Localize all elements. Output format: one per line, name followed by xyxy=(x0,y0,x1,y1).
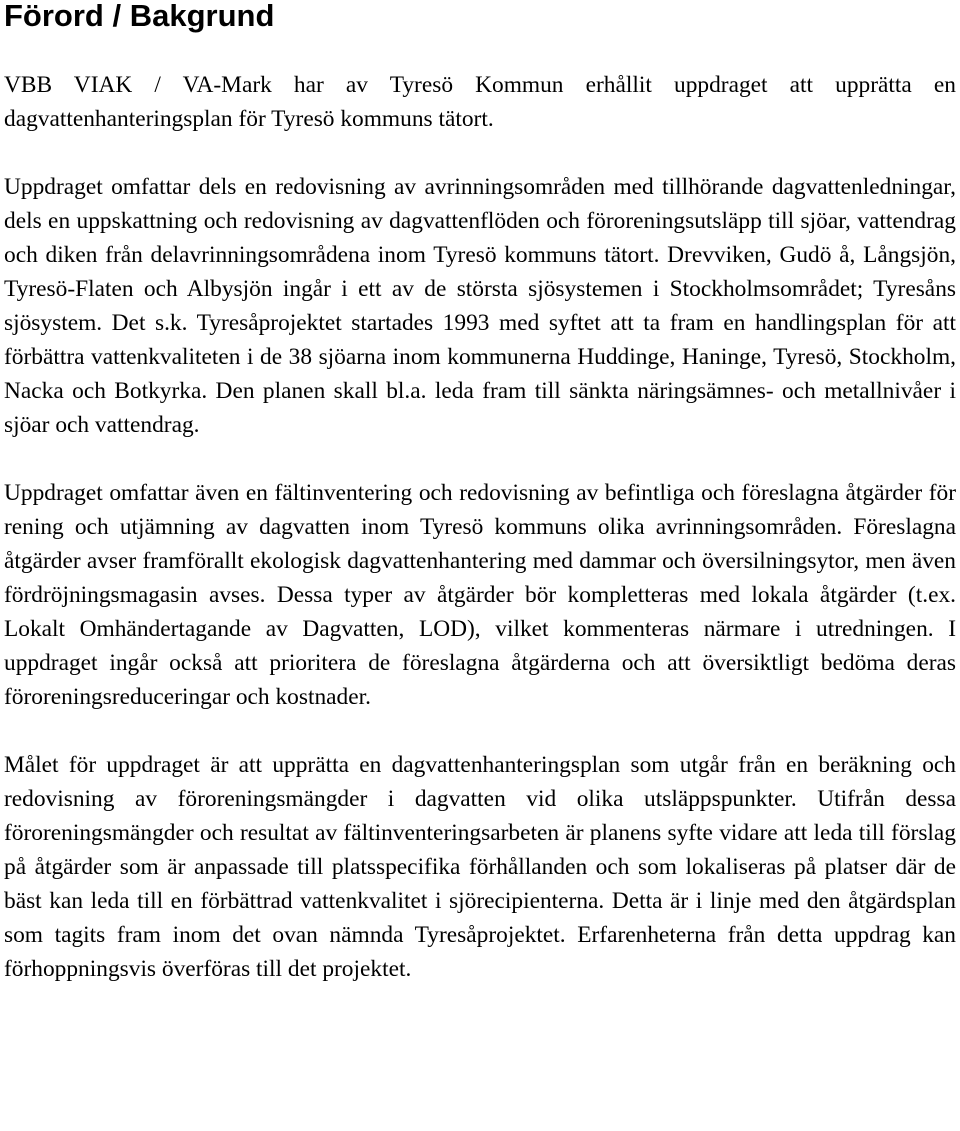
paragraph-intro: VBB VIAK / VA-Mark har av Tyresö Kommun erhållit uppdraget att upprätta en dagvattenhanteringsplan för Tyresö kommuns tätort. xyxy=(4,72,956,132)
paragraph-goal: Målet för uppdraget är att upprätta en dagvattenhanteringsplan som utgår från en beräkning och redovisning av föroreningsmängder i dagvatten vid olika utsläppspunkter. Utifrån dessa föroreningsmängder och resultat av fältinventeringsarbeten är planens syfte vidare att leda till förslag på åtgärder som är anpassade till platsspecifika förhållanden och som lokaliseras på platser där de bäst kan leda till en förbättrad vattenkvalitet i sjörecipienterna. Detta är i linje med den åtgärdsplan som tagits fram inom det ovan nämnda Tyresåprojektet. Erfarenheterna från detta uppdrag kan förhoppningsvis överföras till det projektet. xyxy=(4,752,956,982)
paragraph-scope: Uppdraget omfattar dels en redovisning av avrinningsområden med tillhörande dagvattenledningar, dels en uppskattning och redovisning av dagvattenflöden och föroreningsutsläpp till sjöar, vattendrag och diken från delavrinningsområdena inom Tyresö kommuns tätort. Drevviken, Gudö å, Långsjön, Tyresö-Flaten och Albysjön ingår i ett av de största sjösystemen i Stockholmsområdet; Tyresåns sjösystem. Det s.k. Tyresåprojektet startades 1993 med syftet att ta fram en handlingsplan för att förbättra vattenkvaliteten i de 38 sjöarna inom kommunerna Huddinge, Haninge, Tyresö, Stockholm, Nacka och Botkyrka. Den planen skall bl.a. leda fram till sänkta näringsämnes- och metallnivåer i sjöar och vattendrag. xyxy=(4,174,956,438)
paragraph-measures: Uppdraget omfattar även en fältinventering och redovisning av befintliga och föreslagna åtgärder för rening och utjämning av dagvatten inom Tyresö kommuns olika avrinningsområden. Föreslagna åtgärder avser framförallt ekologisk dagvattenhantering med dammar och översilningsytor, men även fördröjningsmagasin avses. Dessa typer av åtgärder bör kompletteras med lokala åtgärder (t.ex. Lokalt Omhändertagande av Dagvatten, LOD), vilket kommenteras närmare i utredningen. I uppdraget ingår också att prioritera de föreslagna åtgärderna och att översiktligt bedöma deras föroreningsreduceringar och kostnader. xyxy=(4,480,956,710)
page-title: Förord / Bakgrund xyxy=(4,0,275,33)
